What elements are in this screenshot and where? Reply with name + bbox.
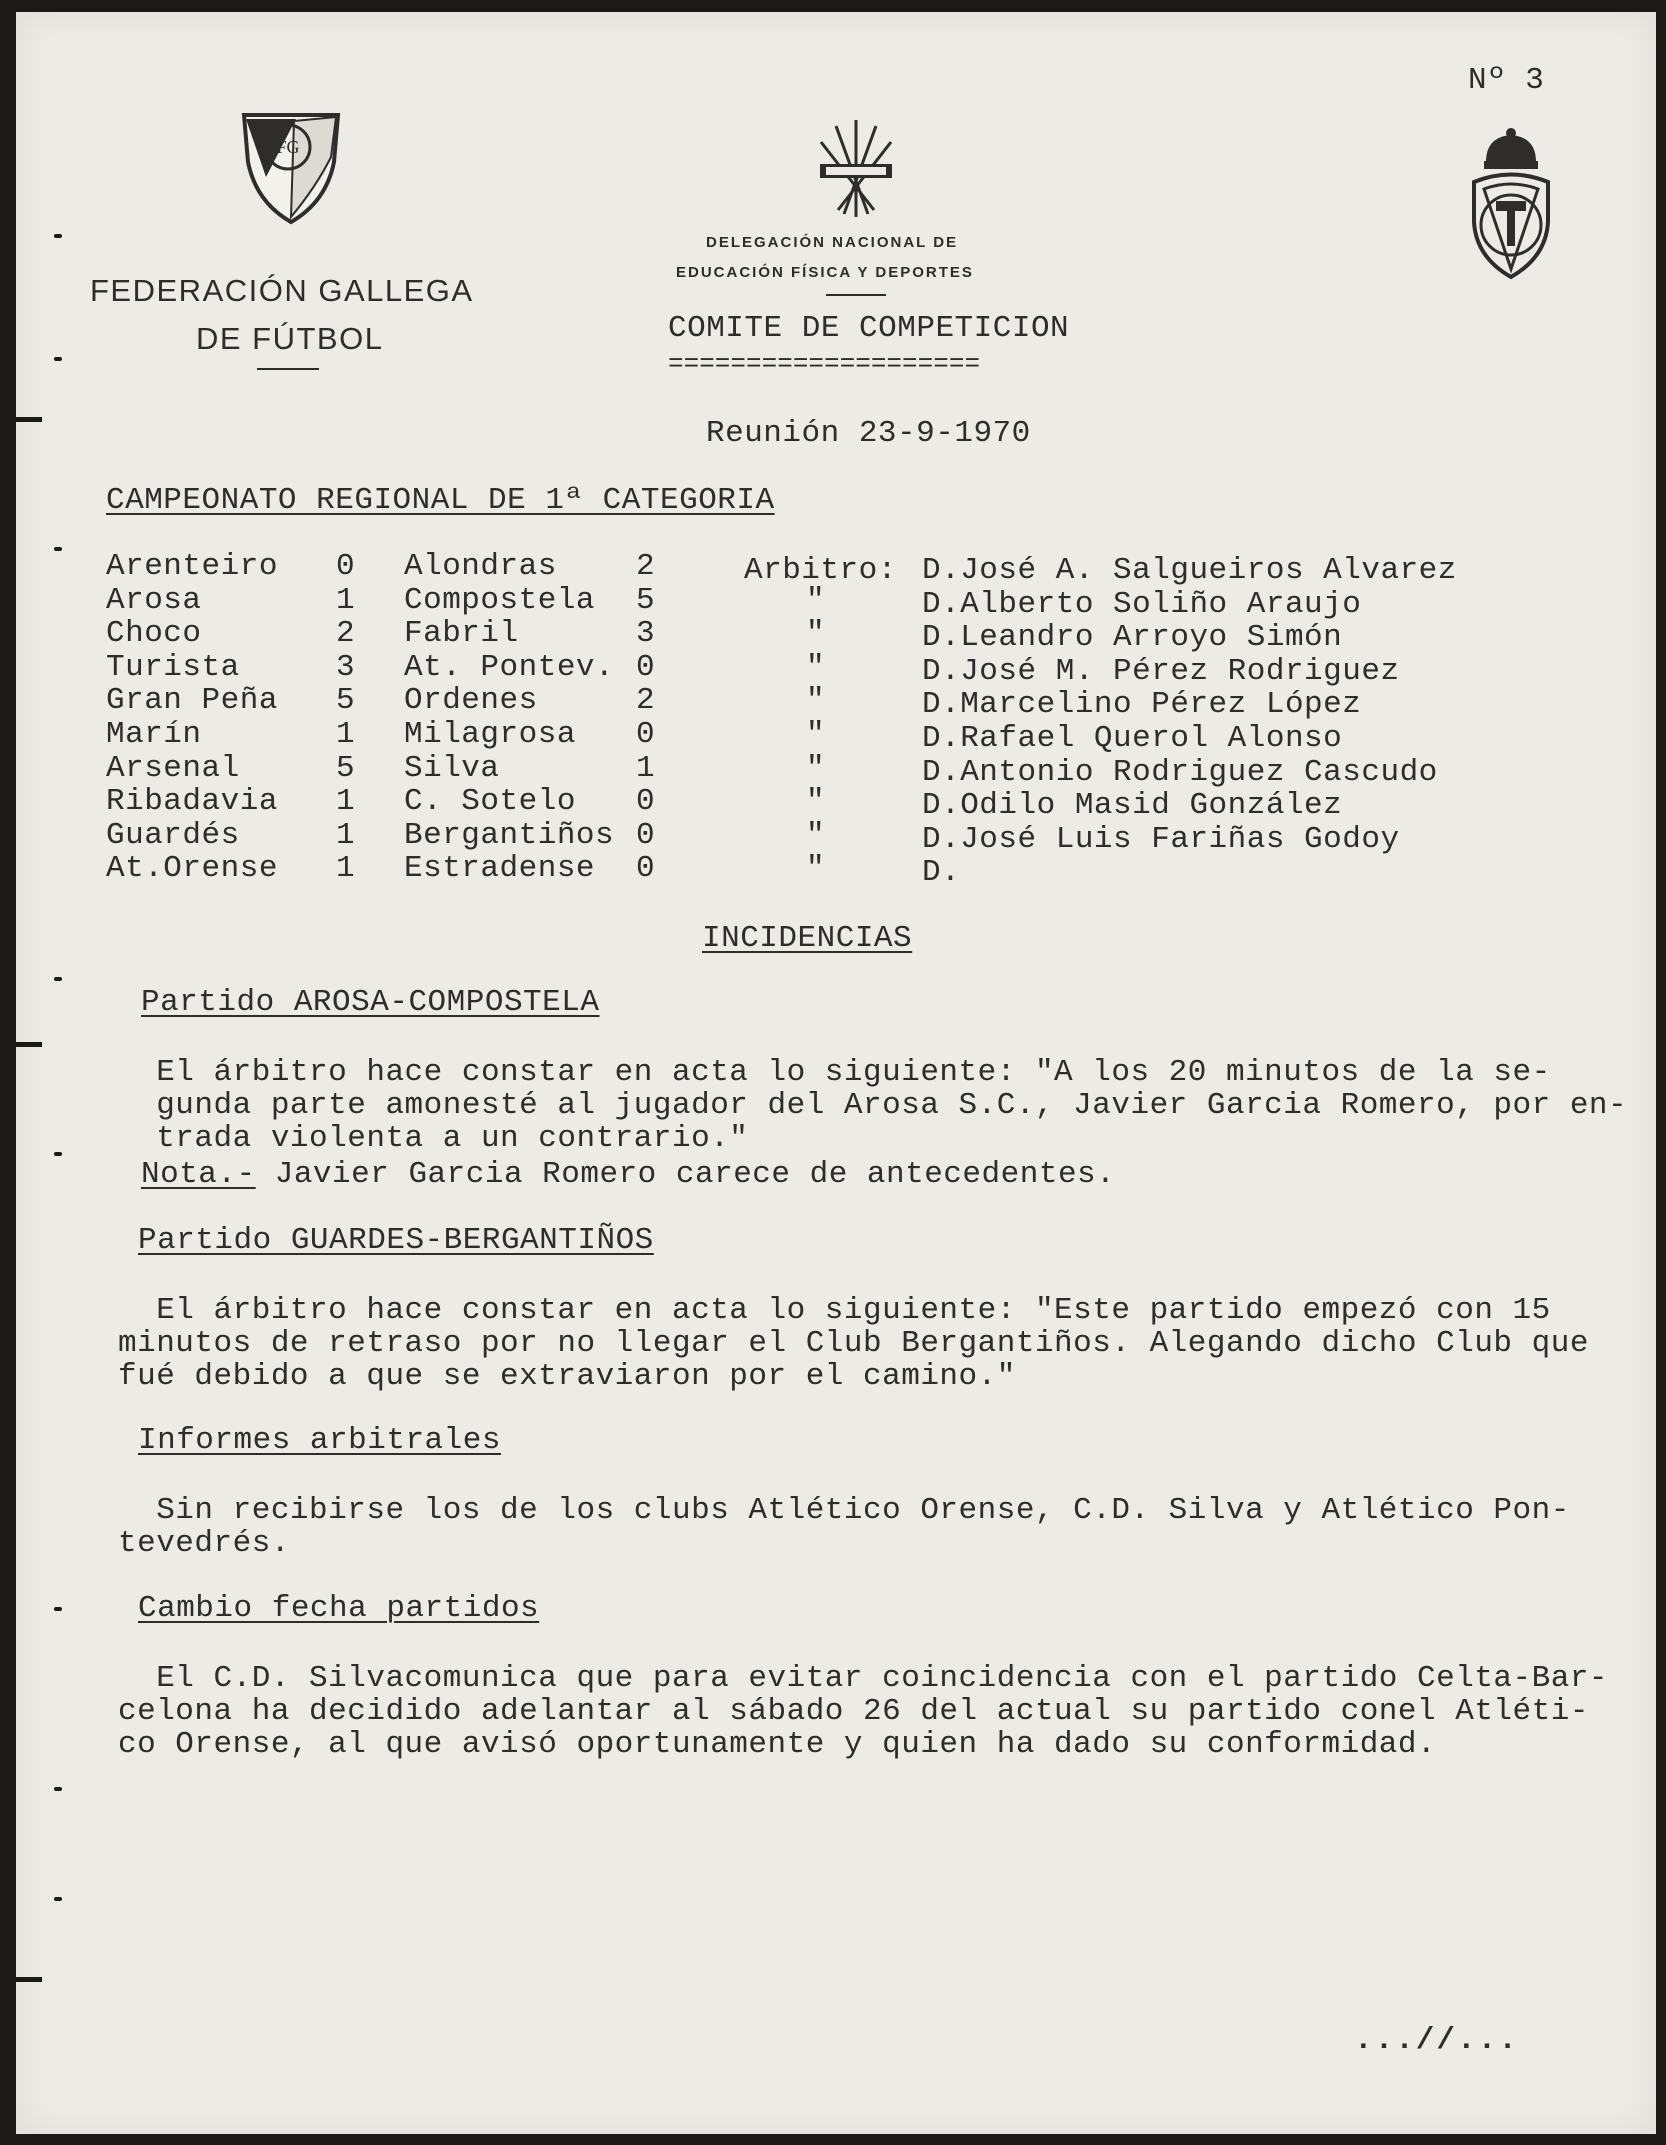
punch-mark [54, 547, 62, 551]
home-team: Arsenal [106, 750, 240, 786]
home-score: 5 [336, 683, 356, 719]
ditto-mark: " [806, 616, 826, 652]
incidencias-heading: INCIDENCIAS [702, 921, 913, 956]
royal-crest-logo [1456, 127, 1566, 287]
ditto-mark: " [806, 683, 826, 719]
home-score: 1 [336, 784, 356, 820]
home-team: Arenteiro [106, 549, 278, 584]
ditto-mark: " [806, 750, 826, 786]
home-team: Marín [106, 717, 202, 752]
divider [257, 368, 319, 370]
away-team: Ordenes [404, 683, 538, 719]
home-team: Ribadavia [106, 784, 278, 820]
home-team: At.Orense [106, 851, 278, 887]
home-score: 1 [336, 717, 356, 752]
home-team: Choco [106, 616, 202, 652]
referee-name: D.Alberto Soliño Araujo [922, 586, 1362, 622]
away-team: C. Sotelo [404, 784, 576, 820]
committee-title-rule: ==================== [668, 349, 981, 379]
ditto-mark: " [806, 649, 826, 685]
federation-name-line1: FEDERACIÓN GALLEGA [90, 273, 474, 308]
punch-mark [54, 1787, 62, 1791]
delegation-line1: DELEGACIÓN NACIONAL DE [706, 234, 959, 251]
ditto-mark: " [806, 817, 826, 853]
referee-name: D.Antonio Rodriguez Cascudo [922, 754, 1438, 790]
home-score: 3 [336, 649, 356, 685]
home-team: Turista [106, 649, 240, 685]
away-team: Fabril [404, 616, 519, 652]
referee-name: D.Rafael Querol Alonso [922, 721, 1343, 756]
continuation-mark: ...//... [1354, 2023, 1519, 2058]
arosa-heading: Partido AROSA-COMPOSTELA [141, 985, 600, 1020]
paragraph-line: gunda parte amonesté al jugador del Arosa S.C., Javier Garcia Romero, por en- [118, 1088, 1628, 1123]
note-text: Javier Garcia Romero carece de antecedentes. [255, 1157, 1116, 1192]
paragraph-line: El árbitro hace constar en acta lo siguiente: "Este partido empezó con 15 [118, 1293, 1551, 1328]
away-team: Silva [404, 750, 500, 786]
paragraph-line: minutos de retraso por no llegar el Club Bergantiños. Alegando dicho Club que [118, 1326, 1589, 1361]
home-score: 1 [336, 851, 356, 887]
informes-heading: Informes arbitrales [138, 1423, 501, 1458]
federation-name-line2: DE FÚTBOL [196, 321, 384, 356]
home-score: 0 [336, 549, 356, 584]
home-score: 1 [336, 817, 356, 853]
paragraph-line: fué debido a que se extraviaron por el camino." [118, 1359, 1016, 1394]
referee-name: D.Leandro Arroyo Simón [922, 620, 1343, 656]
away-score: 0 [636, 817, 656, 853]
referee-name: D. [922, 855, 961, 891]
referee-name: D.José M. Pérez Rodriguez [922, 653, 1400, 689]
championship-heading: CAMPEONATO REGIONAL DE 1ª CATEGORIA [106, 483, 775, 518]
home-team: Arosa [106, 582, 202, 618]
paragraph-line: co Orense, al que avisó oportunamente y quien ha dado su conformidad. [118, 1727, 1437, 1762]
away-team: Bergantiños [404, 817, 615, 853]
meeting-date: Reunión 23-9-1970 [706, 416, 1031, 451]
away-team: Alondras [404, 549, 557, 584]
punch-mark [54, 234, 62, 238]
home-team: Gran Peña [106, 683, 278, 719]
referee-name: D.José A. Salgueiros Alvarez [922, 553, 1457, 588]
punch-mark [54, 977, 62, 981]
ditto-mark: " [806, 717, 826, 752]
paragraph-line: tevedrés. [118, 1526, 290, 1561]
punch-mark [54, 1152, 62, 1156]
away-score: 2 [636, 549, 656, 584]
away-team: Estradense [404, 851, 596, 887]
home-team: Guardés [106, 817, 240, 853]
note-label: Nota.- [141, 1157, 256, 1192]
delegation-line2: EDUCACIÓN FÍSICA Y DEPORTES [676, 264, 974, 281]
away-team: Compostela [404, 582, 596, 618]
away-score: 3 [636, 616, 656, 652]
away-score: 0 [636, 784, 656, 820]
ditto-mark: " [806, 784, 826, 820]
referee-name: D.José Luis Fariñas Godoy [922, 821, 1400, 857]
paragraph-line: El árbitro hace constar en acta lo siguiente: "A los 20 minutos de la se- [118, 1055, 1551, 1090]
document-page [16, 12, 1656, 2134]
referee-name: D.Marcelino Pérez López [922, 687, 1362, 723]
cambio-heading: Cambio fecha partidos [138, 1591, 540, 1626]
document-number: Nº 3 [1468, 63, 1545, 98]
paragraph-line: El C.D. Silvacomunica que para evitar coincidencia con el partido Celta-Bar- [118, 1661, 1609, 1696]
home-score: 5 [336, 750, 356, 786]
away-score: 0 [636, 649, 656, 685]
edge-mark [12, 1042, 42, 1047]
guardes-heading: Partido GUARDES-BERGANTIÑOS [138, 1223, 654, 1258]
away-score: 0 [636, 851, 656, 887]
delegation-emblem [806, 112, 906, 227]
edge-mark [12, 417, 42, 422]
committee-title: COMITE DE COMPETICION [668, 311, 1070, 346]
paragraph-line: trada violenta a un contrario." [118, 1121, 749, 1156]
away-score: 1 [636, 750, 656, 786]
away-score: 2 [636, 683, 656, 719]
home-score: 1 [336, 582, 356, 618]
ditto-mark: " [806, 582, 826, 618]
away-score: 0 [636, 717, 656, 752]
away-team: Milagrosa [404, 717, 576, 752]
away-score: 5 [636, 582, 656, 618]
paragraph-line: celona ha decidido adelantar al sábado 26 del actual su partido conel Atléti- [118, 1694, 1589, 1729]
divider [826, 294, 886, 296]
svg-text:FG: FG [276, 137, 300, 157]
home-score: 2 [336, 616, 356, 652]
punch-mark [54, 1897, 62, 1901]
punch-mark [54, 357, 62, 361]
paragraph-line: Sin recibirse los de los clubs Atlético Orense, C.D. Silva y Atlético Pon- [118, 1493, 1570, 1528]
referee-name: D.Odilo Masid González [922, 788, 1343, 824]
referee-label: Arbitro: [744, 553, 897, 588]
edge-mark [12, 1977, 42, 1982]
punch-mark [54, 1607, 62, 1611]
arosa-note [141, 1158, 1115, 1192]
away-team: At. Pontev. [404, 649, 615, 685]
ditto-mark: " [806, 851, 826, 887]
federation-shield-logo [236, 107, 346, 227]
